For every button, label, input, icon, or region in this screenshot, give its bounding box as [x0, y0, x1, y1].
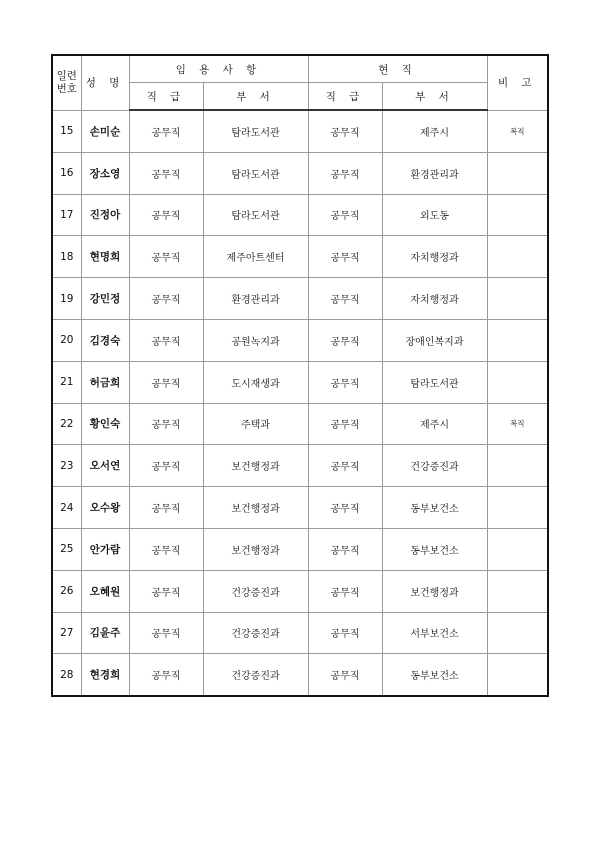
serial-number-cell: 15 — [52, 110, 81, 152]
note-cell — [487, 570, 548, 612]
appointment-rank-cell: 공무직 — [129, 612, 203, 654]
current-dept-cell: 제주시 — [382, 403, 487, 445]
note-cell: 복직 — [487, 403, 548, 445]
current-rank-cell: 공무직 — [308, 612, 382, 654]
current-rank-cell: 공무직 — [308, 278, 382, 320]
current-rank-cell: 공무직 — [308, 319, 382, 361]
current-rank-cell: 공무직 — [308, 110, 382, 152]
appointment-rank-cell: 공무직 — [129, 403, 203, 445]
name-cell: 오서연 — [81, 445, 129, 487]
current-rank-cell: 공무직 — [308, 528, 382, 570]
current-dept-cell: 탐라도서관 — [382, 361, 487, 403]
appointment-rank-cell: 공무직 — [129, 361, 203, 403]
current-rank-cell: 공무직 — [308, 152, 382, 194]
table-row — [52, 152, 548, 194]
name-cell: 김윤주 — [81, 612, 129, 654]
header-appointment-rank: 직 급 — [129, 83, 203, 111]
name-cell: 김경숙 — [81, 319, 129, 361]
note-cell — [487, 445, 548, 487]
current-rank-cell: 공무직 — [308, 487, 382, 529]
appointment-dept-cell: 보건행정과 — [203, 445, 308, 487]
name-cell: 손미순 — [81, 110, 129, 152]
appointment-dept-cell: 제주아트센터 — [203, 236, 308, 278]
serial-number-cell: 22 — [52, 403, 81, 445]
serial-number-cell: 23 — [52, 445, 81, 487]
current-rank-cell: 공무직 — [308, 445, 382, 487]
header-serial-line1: 일련 — [56, 69, 77, 82]
note-cell — [487, 278, 548, 320]
serial-number-cell: 27 — [52, 612, 81, 654]
current-rank-cell: 공무직 — [308, 403, 382, 445]
table-row — [52, 612, 548, 654]
header-appointment: 임 용 사 항 — [129, 55, 308, 83]
appointment-dept-cell: 보건행정과 — [203, 487, 308, 529]
appointment-rank-cell: 공무직 — [129, 654, 203, 696]
name-cell: 강민정 — [81, 278, 129, 320]
note-cell — [487, 152, 548, 194]
appointment-dept-cell: 탐라도서관 — [203, 194, 308, 236]
serial-number-cell: 19 — [52, 278, 81, 320]
current-dept-cell: 동부보건소 — [382, 487, 487, 529]
current-dept-cell: 건강증진과 — [382, 445, 487, 487]
serial-number-cell: 25 — [52, 528, 81, 570]
name-cell: 진정아 — [81, 194, 129, 236]
current-dept-cell: 장애인복지과 — [382, 319, 487, 361]
table-row — [52, 445, 548, 487]
header-row-top — [52, 55, 548, 83]
table-row — [52, 110, 548, 152]
note-cell — [487, 612, 548, 654]
serial-number-cell: 21 — [52, 361, 81, 403]
current-dept-cell: 자치행정과 — [382, 278, 487, 320]
name-cell: 현명희 — [81, 236, 129, 278]
header-current-position: 현 직 — [308, 55, 487, 83]
table-row — [52, 319, 548, 361]
current-dept-cell: 보건행정과 — [382, 570, 487, 612]
serial-number-cell: 16 — [52, 152, 81, 194]
appointment-dept-cell: 환경관리과 — [203, 278, 308, 320]
header-current-rank: 직 급 — [308, 83, 382, 111]
serial-number-cell: 20 — [52, 319, 81, 361]
table-row — [52, 570, 548, 612]
note-cell — [487, 361, 548, 403]
table-row — [52, 361, 548, 403]
current-dept-cell: 제주시 — [382, 110, 487, 152]
serial-number-cell: 24 — [52, 487, 81, 529]
name-cell: 장소영 — [81, 152, 129, 194]
name-cell: 오혜원 — [81, 570, 129, 612]
personnel-roster-table — [51, 54, 549, 697]
appointment-dept-cell: 건강증진과 — [203, 570, 308, 612]
current-rank-cell: 공무직 — [308, 194, 382, 236]
name-cell: 황인숙 — [81, 403, 129, 445]
current-dept-cell: 외도동 — [382, 194, 487, 236]
note-cell — [487, 194, 548, 236]
current-rank-cell: 공무직 — [308, 570, 382, 612]
appointment-rank-cell: 공무직 — [129, 152, 203, 194]
appointment-rank-cell: 공무직 — [129, 445, 203, 487]
note-cell — [487, 654, 548, 696]
current-rank-cell: 공무직 — [308, 236, 382, 278]
table-row — [52, 278, 548, 320]
appointment-rank-cell: 공무직 — [129, 528, 203, 570]
header-serial-line2: 번호 — [56, 82, 77, 95]
header-name: 성 명 — [81, 55, 129, 110]
note-cell — [487, 528, 548, 570]
note-cell — [487, 236, 548, 278]
note-cell: 복직 — [487, 110, 548, 152]
header-serial-number — [52, 55, 81, 110]
table-row — [52, 528, 548, 570]
note-cell — [487, 319, 548, 361]
current-dept-cell: 환경관리과 — [382, 152, 487, 194]
table-row — [52, 236, 548, 278]
appointment-dept-cell: 주택과 — [203, 403, 308, 445]
serial-number-cell: 18 — [52, 236, 81, 278]
current-rank-cell: 공무직 — [308, 361, 382, 403]
table-row — [52, 487, 548, 529]
appointment-rank-cell: 공무직 — [129, 487, 203, 529]
header-current-dept: 부 서 — [382, 83, 487, 111]
current-dept-cell: 서부보건소 — [382, 612, 487, 654]
current-dept-cell: 동부보건소 — [382, 654, 487, 696]
appointment-dept-cell: 보건행정과 — [203, 528, 308, 570]
current-dept-cell: 동부보건소 — [382, 528, 487, 570]
name-cell: 허금희 — [81, 361, 129, 403]
appointment-dept-cell: 건강증진과 — [203, 654, 308, 696]
appointment-dept-cell: 공원녹지과 — [203, 319, 308, 361]
appointment-dept-cell: 건강증진과 — [203, 612, 308, 654]
table-row — [52, 654, 548, 696]
header-note: 비 고 — [487, 55, 548, 110]
name-cell: 오수왕 — [81, 487, 129, 529]
serial-number-cell: 28 — [52, 654, 81, 696]
current-dept-cell: 자치행정과 — [382, 236, 487, 278]
appointment-rank-cell: 공무직 — [129, 194, 203, 236]
appointment-rank-cell: 공무직 — [129, 319, 203, 361]
note-cell — [487, 487, 548, 529]
header-appointment-dept: 부 서 — [203, 83, 308, 111]
appointment-dept-cell: 탐라도서관 — [203, 152, 308, 194]
name-cell: 현경희 — [81, 654, 129, 696]
appointment-rank-cell: 공무직 — [129, 236, 203, 278]
appointment-rank-cell: 공무직 — [129, 278, 203, 320]
appointment-rank-cell: 공무직 — [129, 570, 203, 612]
appointment-rank-cell: 공무직 — [129, 110, 203, 152]
table-row — [52, 194, 548, 236]
appointment-dept-cell: 탐라도서관 — [203, 110, 308, 152]
serial-number-cell: 26 — [52, 570, 81, 612]
serial-number-cell: 17 — [52, 194, 81, 236]
current-rank-cell: 공무직 — [308, 654, 382, 696]
roster-body — [52, 110, 548, 696]
name-cell: 안가람 — [81, 528, 129, 570]
table-row — [52, 403, 548, 445]
appointment-dept-cell: 도시재생과 — [203, 361, 308, 403]
